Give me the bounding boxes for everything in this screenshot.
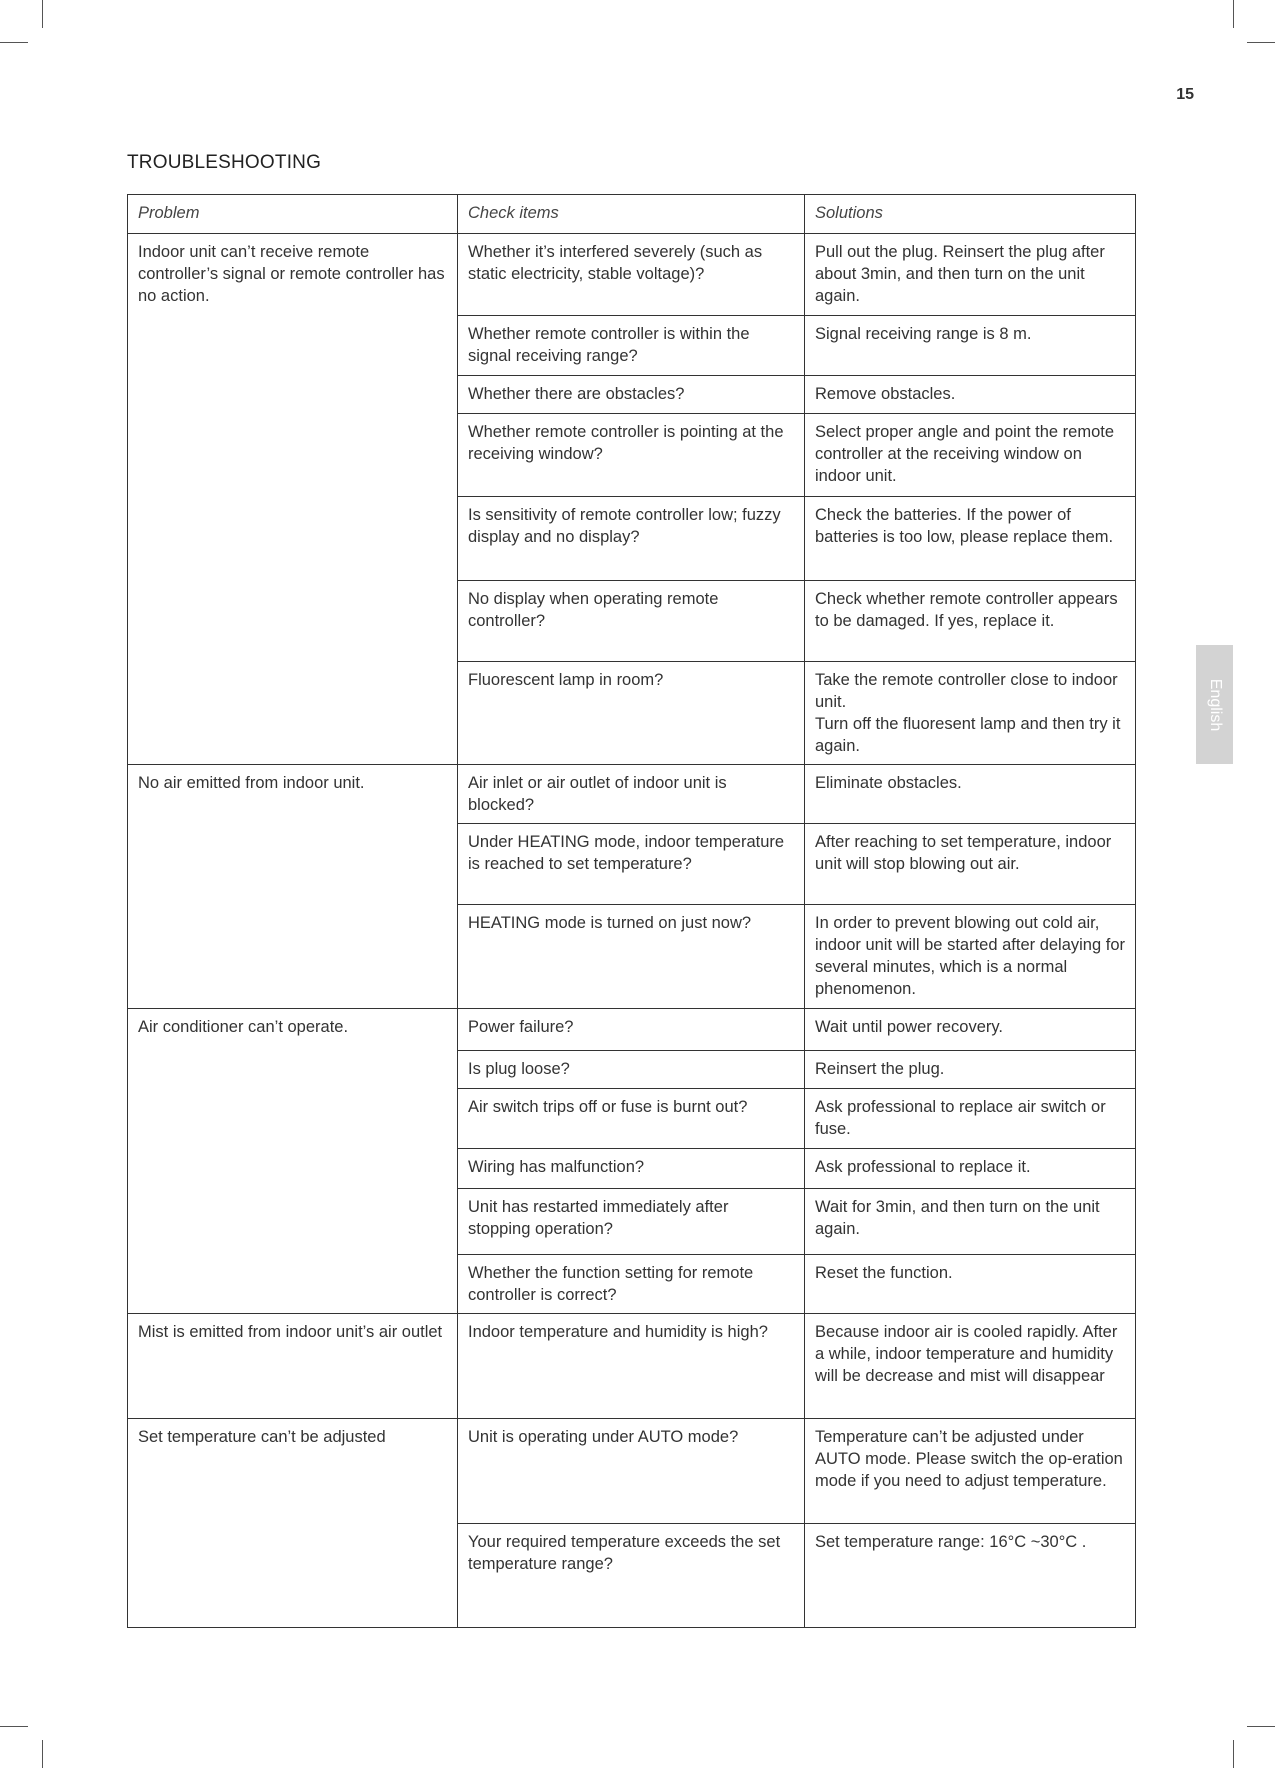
solution-cell: Select proper angle and point the remote controller at the receiving window on indoor unit. (805, 414, 1136, 497)
check-cell: Air switch trips off or fuse is burnt out? (458, 1089, 805, 1148)
check-cell: Whether remote controller is within the signal receiving range? (458, 316, 805, 376)
check-cell: Unit has restarted immediately after stopping operation? (458, 1188, 805, 1254)
crop-mark (1247, 1726, 1275, 1727)
check-cell: Your required temperature exceeds the set temperature range? (458, 1523, 805, 1627)
problem-cell: Mist is emitted from indoor unit’s air outlet (128, 1313, 458, 1418)
troubleshooting-table (127, 194, 1136, 1628)
check-cell: Whether there are obstacles? (458, 376, 805, 414)
solution-cell (805, 662, 1136, 765)
check-cell: Whether the function setting for remote controller is correct? (458, 1254, 805, 1313)
check-cell: Power failure? (458, 1009, 805, 1051)
solution-cell: Pull out the plug. Reinsert the plug after about 3min, and then turn on the unit again. (805, 234, 1136, 316)
check-cell: Under HEATING mode, indoor temperature is reached to set temperature? (458, 824, 805, 905)
table-row (128, 234, 1136, 316)
table-row (128, 765, 1136, 824)
problem-cell: Air conditioner can’t operate. (128, 1009, 458, 1313)
check-cell: Fluorescent lamp in room? (458, 662, 805, 765)
solution-cell: Because indoor air is cooled rapidly. After a while, indoor temperature and humidity will be decrease and mist will disappear (805, 1313, 1136, 1418)
header-problem: Problem (128, 195, 458, 234)
table-row (128, 1418, 1136, 1523)
solution-cell: Eliminate obstacles. (805, 765, 1136, 824)
crop-mark (1233, 1740, 1234, 1768)
solution-line: Turn off the fluoresent lamp and then try it again. (815, 715, 1121, 756)
solution-cell: Set temperature range: 16°C ~30°C . (805, 1523, 1136, 1627)
solution-cell: Check whether remote controller appears to be damaged. If yes, replace it. (805, 581, 1136, 662)
solution-cell: Remove obstacles. (805, 376, 1136, 414)
problem-cell: Indoor unit can’t receive remote controller’s signal or remote controller has no action. (128, 234, 458, 765)
page-number: 15 (1176, 86, 1194, 103)
check-cell: HEATING mode is turned on just now? (458, 905, 805, 1009)
solution-cell: Wait until power recovery. (805, 1009, 1136, 1051)
problem-cell: No air emitted from indoor unit. (128, 765, 458, 1009)
solution-cell: Reset the function. (805, 1254, 1136, 1313)
solution-cell: Check the batteries. If the power of batteries is too low, please replace them. (805, 497, 1136, 581)
solution-line: Take the remote controller close to indoor unit. (815, 671, 1118, 712)
check-cell: Whether it’s interfered severely (such as static electricity, stable voltage)? (458, 234, 805, 316)
solution-cell: After reaching to set temperature, indoor unit will stop blowing out air. (805, 824, 1136, 905)
header-solutions: Solutions (805, 195, 1136, 234)
crop-mark (1247, 42, 1275, 43)
check-cell: Air inlet or air outlet of indoor unit is blocked? (458, 765, 805, 824)
table-header-row (128, 195, 1136, 234)
check-cell: Unit is operating under AUTO mode? (458, 1418, 805, 1523)
table-row (128, 1009, 1136, 1051)
crop-mark (42, 1740, 43, 1768)
check-cell: Wiring has malfunction? (458, 1148, 805, 1188)
language-tab-label: English (1206, 678, 1224, 731)
solution-cell: Signal receiving range is 8 m. (805, 316, 1136, 376)
solution-cell: Ask professional to replace air switch or fuse. (805, 1089, 1136, 1148)
header-check-items: Check items (458, 195, 805, 234)
table-row (128, 1313, 1136, 1418)
check-cell: Is sensitivity of remote controller low; fuzzy display and no display? (458, 497, 805, 581)
check-cell: No display when operating remote controller? (458, 581, 805, 662)
solution-cell: Ask professional to replace it. (805, 1148, 1136, 1188)
crop-mark (0, 42, 28, 43)
check-cell: Whether remote controller is pointing at the receiving window? (458, 414, 805, 497)
solution-cell: Temperature can’t be adjusted under AUTO mode. Please switch the op-eration mode if you need to adjust temperature. (805, 1418, 1136, 1523)
check-cell: Is plug loose? (458, 1051, 805, 1089)
section-title: TROUBLESHOOTING (127, 152, 322, 173)
check-cell: Indoor temperature and humidity is high? (458, 1313, 805, 1418)
language-tab (1196, 645, 1233, 764)
crop-mark (42, 0, 43, 28)
solution-cell: Reinsert the plug. (805, 1051, 1136, 1089)
problem-cell: Set temperature can’t be adjusted (128, 1418, 458, 1627)
solution-cell: In order to prevent blowing out cold air, indoor unit will be started after delaying for several minutes, which is a normal phenomenon. (805, 905, 1136, 1009)
solution-cell: Wait for 3min, and then turn on the unit again. (805, 1188, 1136, 1254)
crop-mark (0, 1726, 28, 1727)
crop-mark (1233, 0, 1234, 28)
